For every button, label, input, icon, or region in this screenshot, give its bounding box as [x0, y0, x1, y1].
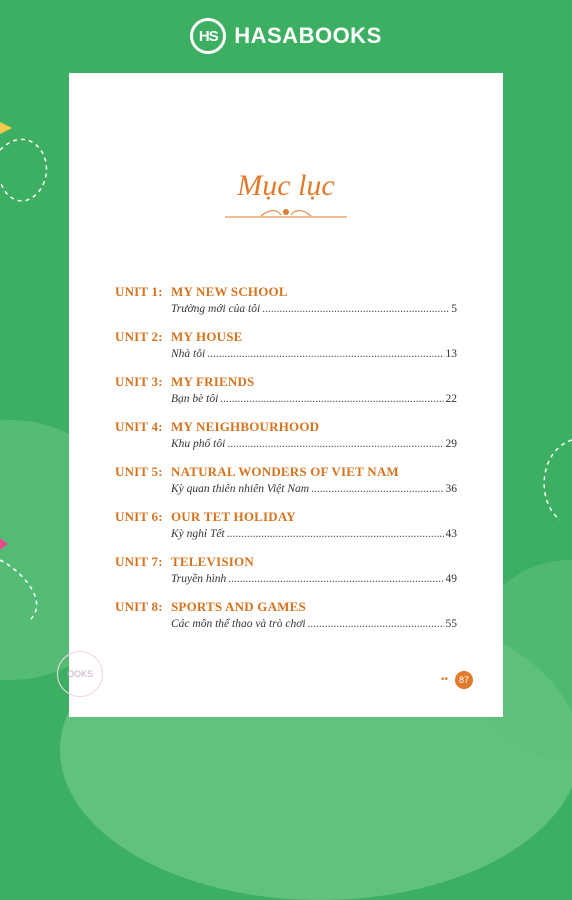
- unit-title: MY FRIENDS: [171, 374, 255, 389]
- toc-entry[interactable]: [115, 598, 457, 643]
- toc-entry[interactable]: [115, 418, 457, 463]
- unit-number: UNIT 2:: [115, 329, 163, 344]
- watermark-logo: OOKS: [57, 651, 103, 697]
- toc-entry[interactable]: [115, 463, 457, 508]
- unit-title: MY NEIGHBOURHOOD: [171, 419, 320, 434]
- unit-number: UNIT 5:: [115, 464, 163, 479]
- page-number-badge: 87: [455, 671, 473, 689]
- toc-entry[interactable]: [115, 553, 457, 598]
- unit-title: OUR TET HOLIDAY: [171, 509, 296, 524]
- unit-page-number: 49: [445, 573, 457, 585]
- unit-page-number: 36: [445, 483, 457, 495]
- unit-title: MY HOUSE: [171, 329, 243, 344]
- unit-subtitle: Truyền hình: [171, 573, 227, 585]
- dot-leader: [207, 346, 443, 362]
- brand-logo-icon: HS: [190, 18, 226, 54]
- toc-entry[interactable]: [115, 283, 457, 328]
- unit-subtitle: Kỳ nghỉ Tết: [171, 528, 225, 540]
- toc-entry[interactable]: [115, 373, 457, 418]
- toc-entry[interactable]: [115, 508, 457, 553]
- unit-number: UNIT 1:: [115, 284, 163, 299]
- unit-page-number: 22: [445, 393, 457, 405]
- unit-subtitle: Nhà tôi: [171, 348, 206, 360]
- unit-number: UNIT 8:: [115, 599, 163, 614]
- table-of-contents: [115, 283, 457, 643]
- dot-leader: [227, 436, 443, 452]
- brand-header: [0, 0, 572, 72]
- unit-subtitle: Khu phố tôi: [171, 438, 226, 450]
- dot-leader: [311, 481, 443, 497]
- unit-page-number: 29: [445, 438, 457, 450]
- unit-subtitle: Bạn bè tôi: [171, 393, 219, 405]
- unit-title: TELEVISION: [171, 554, 254, 569]
- unit-subtitle: Kỳ quan thiên nhiên Việt Nam: [171, 483, 310, 495]
- unit-page-number: 13: [445, 348, 457, 360]
- unit-title: NATURAL WONDERS OF VIET NAM: [171, 464, 399, 479]
- dot-leader: [308, 616, 444, 632]
- dot-leader: [228, 571, 443, 587]
- unit-page-number: 43: [445, 528, 457, 540]
- unit-title: SPORTS AND GAMES: [171, 599, 306, 614]
- unit-subtitle: Các môn thể thao và trò chơi: [171, 618, 306, 630]
- brand-logo-text: HASABOOKS: [234, 23, 382, 48]
- page-title: Mục lục: [237, 169, 335, 202]
- page-badge-dots-icon: ••: [441, 674, 449, 685]
- title-ornament-icon: [225, 207, 347, 221]
- toc-entry[interactable]: [115, 328, 457, 373]
- dot-leader: [262, 301, 449, 317]
- dot-leader: [227, 526, 444, 542]
- unit-number: UNIT 7:: [115, 554, 163, 569]
- unit-subtitle: Trường mới của tôi: [171, 303, 261, 315]
- document-page: [66, 73, 503, 717]
- unit-number: UNIT 3:: [115, 374, 163, 389]
- unit-title: MY NEW SCHOOL: [171, 284, 288, 299]
- dot-leader: [220, 391, 443, 407]
- unit-number: UNIT 4:: [115, 419, 163, 434]
- unit-number: UNIT 6:: [115, 509, 163, 524]
- unit-page-number: 55: [445, 618, 457, 630]
- unit-page-number: 5: [451, 303, 457, 315]
